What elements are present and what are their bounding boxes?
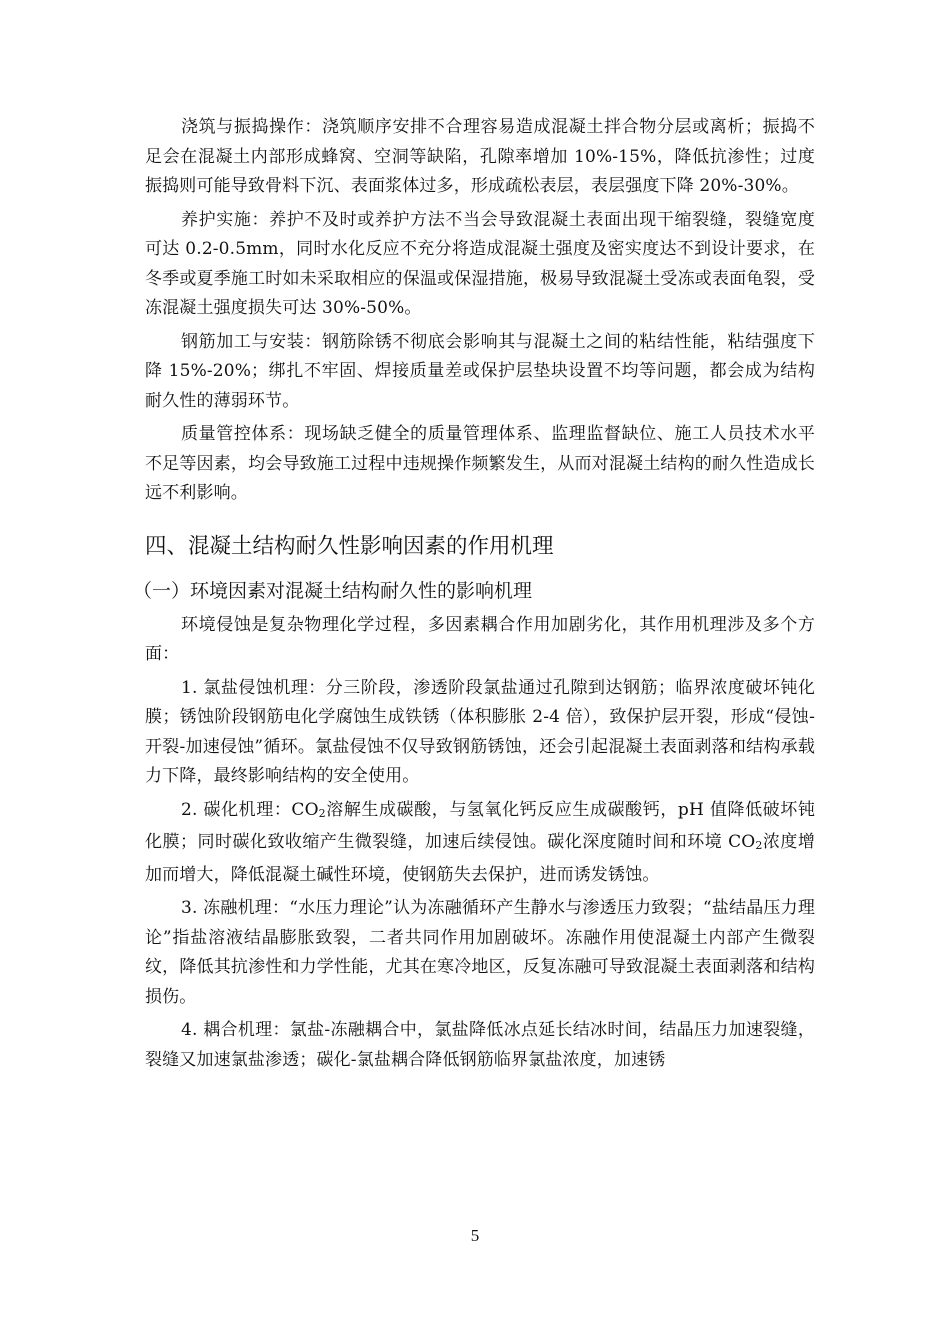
paragraph-coupling: 4. 耦合机理：氯盐-冻融耦合中，氯盐降低冰点延长结冰时间，结晶压力加速裂缝，裂缝又加速氯盐渗透；碳化-氯盐耦合降低钢筋临界氯盐浓度，加速锈 (145, 1020, 815, 1070)
carbonation-text-1: 2. 碳化机理：CO (181, 799, 319, 820)
page-number: 5 (470, 1226, 480, 1245)
paragraph-intro: 环境侵蚀是复杂物理化学过程，多因素耦合作用加剧劣化，其作用机理涉及多个方面： (145, 614, 815, 664)
section-heading: 四、混凝土结构耐久性影响因素的作用机理 (145, 533, 554, 559)
page-content (133, 113, 816, 1079)
subscript-2: 2 (755, 839, 763, 852)
subsection-heading: （一）环境因素对混凝土结构耐久性的影响机理 (133, 579, 533, 602)
paragraph-curing: 养护实施：养护不及时或养护方法不当会导致混凝土表面出现干缩裂缝，裂缝宽度可达 0.2-0.5mm，同时水化反应不充分将造成混凝土强度及密实度达不到设计要求，在冬季或夏季施工时如未采取相应的保温或保湿措施，极易导致混凝土受冻或表面龟裂，受冻混凝土强度损失可达 30%-50%。 (145, 209, 815, 318)
paragraph-rebar: 钢筋加工与安装：钢筋除锈不彻底会影响其与混凝土之间的粘结性能，粘结强度下降 15%-20%；绑扎不牢固、焊接质量差或保护层垫块设置不均等问题，都会成为结构耐久性的薄弱环节。 (145, 331, 815, 411)
paragraph-pouring: 浇筑与振捣操作：浇筑顺序安排不合理容易造成混凝土拌合物分层或离析；振捣不足会在混凝土内部形成蜂窝、空洞等缺陷，孔隙率增加 10%-15%，降低抗渗性；过度振捣则可能导致骨料下沉、表面浆体过多，形成疏松表层，表层强度下降 20%-30%。 (145, 117, 815, 196)
carbonation-text-2: 溶解生成碳酸，与氢氧化钙反应生成碳酸钙，pH 值降低破坏钝化膜；同时碳化致收缩产生微裂缝，加速后续侵蚀。碳化深度随时间和环境 CO (145, 799, 815, 852)
carbonation-text-3: 浓度增加而增大，降低混凝土碱性环境，使钢筋失去保护，进而诱发锈蚀。 (145, 832, 816, 885)
paragraph-quality: 质量管控体系：现场缺乏健全的质量管理体系、监理监督缺位、施工人员技术水平不足等因素，均会导致施工过程中违规操作频繁发生，从而对混凝土结构的耐久性造成长远不利影响。 (145, 424, 815, 503)
paragraph-chloride: 1. 氯盐侵蚀机理：分三阶段，渗透阶段氯盐通过孔隙到达钢筋；临界浓度破坏钝化膜；锈蚀阶段钢筋电化学腐蚀生成铁锈（体积膨胀 2-4 倍），致保护层开裂，形成“侵蚀-开裂-加速侵蚀”循环。氯盐侵蚀不仅导致钢筋锈蚀，还会引起混凝土表面剥落和结构承载力下降，最终影响结构的安全使用。 (145, 677, 815, 786)
paragraph-carbonation (145, 796, 815, 891)
subscript-2: 2 (318, 806, 326, 820)
paragraph-freeze-thaw: 3. 冻融机理：“水压力理论”认为冻融循环产生静水与渗透压力致裂；“盐结晶压力理论”指盐溶液结晶膨胀致裂，二者共同作用加剧破坏。冻融作用使混凝土内部产生微裂纹，降低其抗渗性和力学性能，尤其在寒冷地区，反复冻融可导致混凝土表面剥落和结构损伤。 (145, 898, 815, 1007)
